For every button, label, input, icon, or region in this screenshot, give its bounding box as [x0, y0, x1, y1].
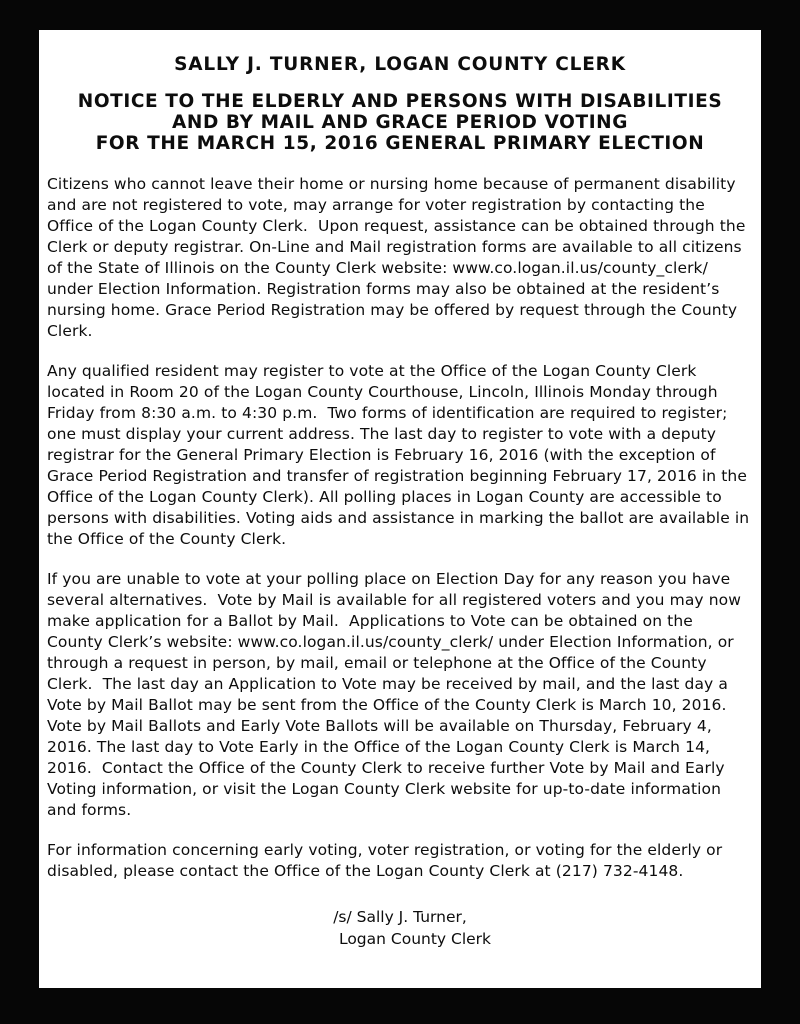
- notice-heading-line-2: AND BY MAIL AND GRACE PERIOD VOTING: [171, 112, 629, 133]
- notice-heading: [47, 92, 753, 154]
- paragraph-vote-by-mail-early-voting: If you are unable to vote at your polling place on Election Day for any reason you have several alternatives. Vote by Mail is available for all registered voters and you may now make application for a Ballot by Mail. Applications to Vote can be obtained on the County Clerk’s website: www.co.logan.il.us/county_clerk/ under Election Information, or through a request in person, by mail, email or telephone at the Office of the County Clerk. The last day an Application to Vote may be received by mail, and the last day a Vote by Mail Ballot may be sent from the Office of the County Clerk is March 10, 2016. Vote by Mail Ballots and Early Vote Ballots will be available on Thursday, February 4, 2016. The last day to Vote Early in the Office of the Logan County Clerk is March 14, 2016. Contact the Office of the County Clerk to receive further Vote by Mail and Early Voting information, or visit the Logan County Clerk website for up-to-date information and forms.: [47, 570, 747, 819]
- page-title: SALLY J. TURNER, LOGAN COUNTY CLERK: [174, 54, 626, 75]
- signature-title: Logan County Clerk: [338, 930, 492, 948]
- signature-name: /s/ Sally J. Turner,: [333, 908, 467, 926]
- notice-heading-line-3: FOR THE MARCH 15, 2016 GENERAL PRIMARY ELECTION: [95, 133, 705, 154]
- notice-heading-line-1: NOTICE TO THE ELDERLY AND PERSONS WITH DISABILITIES: [77, 91, 723, 112]
- paragraph-register-at-office: Any qualified resident may register to vote at the Office of the Logan County Clerk located in Room 20 of the Logan County Courthouse, Lincoln, Illinois Monday through Friday from 8:30 a.m. to 4:30 p.m. Two forms of identification are required to register; one must display your current address. The last day to register to vote with a deputy registrar for the General Primary Election is February 16, 2016 (with the exception of Grace Period Registration and transfer of registration beginning February 17, 2016 in the Office of the Logan County Clerk). All polling places in Logan County are accessible to persons with disabilities. Voting aids and assistance in marking the ballot are available in the Office of the County Clerk.: [47, 362, 755, 548]
- paragraph-homebound-registration: Citizens who cannot leave their home or nursing home because of permanent disability and are not registered to vote, may arrange for voter registration by contacting the Office of the Logan County Clerk. Upon request, assistance can be obtained through the Clerk or deputy registrar. On-Line and Mail registration forms are available to all citizens of the State of Illinois on the County Clerk website: www.co.logan.il.us/county_clerk/ under Election Information. Registration forms may also be obtained at the resident’s nursing home. Grace Period Registration may be offered by request through the County Clerk.: [47, 175, 751, 340]
- signature-block: [47, 906, 753, 950]
- paragraph-contact-info: For information concerning early voting, voter registration, or voting for the elderly or disabled, please contact the Office of the Logan County Clerk at (217) 732-4148.: [47, 841, 728, 880]
- notice-document-page: [39, 30, 761, 988]
